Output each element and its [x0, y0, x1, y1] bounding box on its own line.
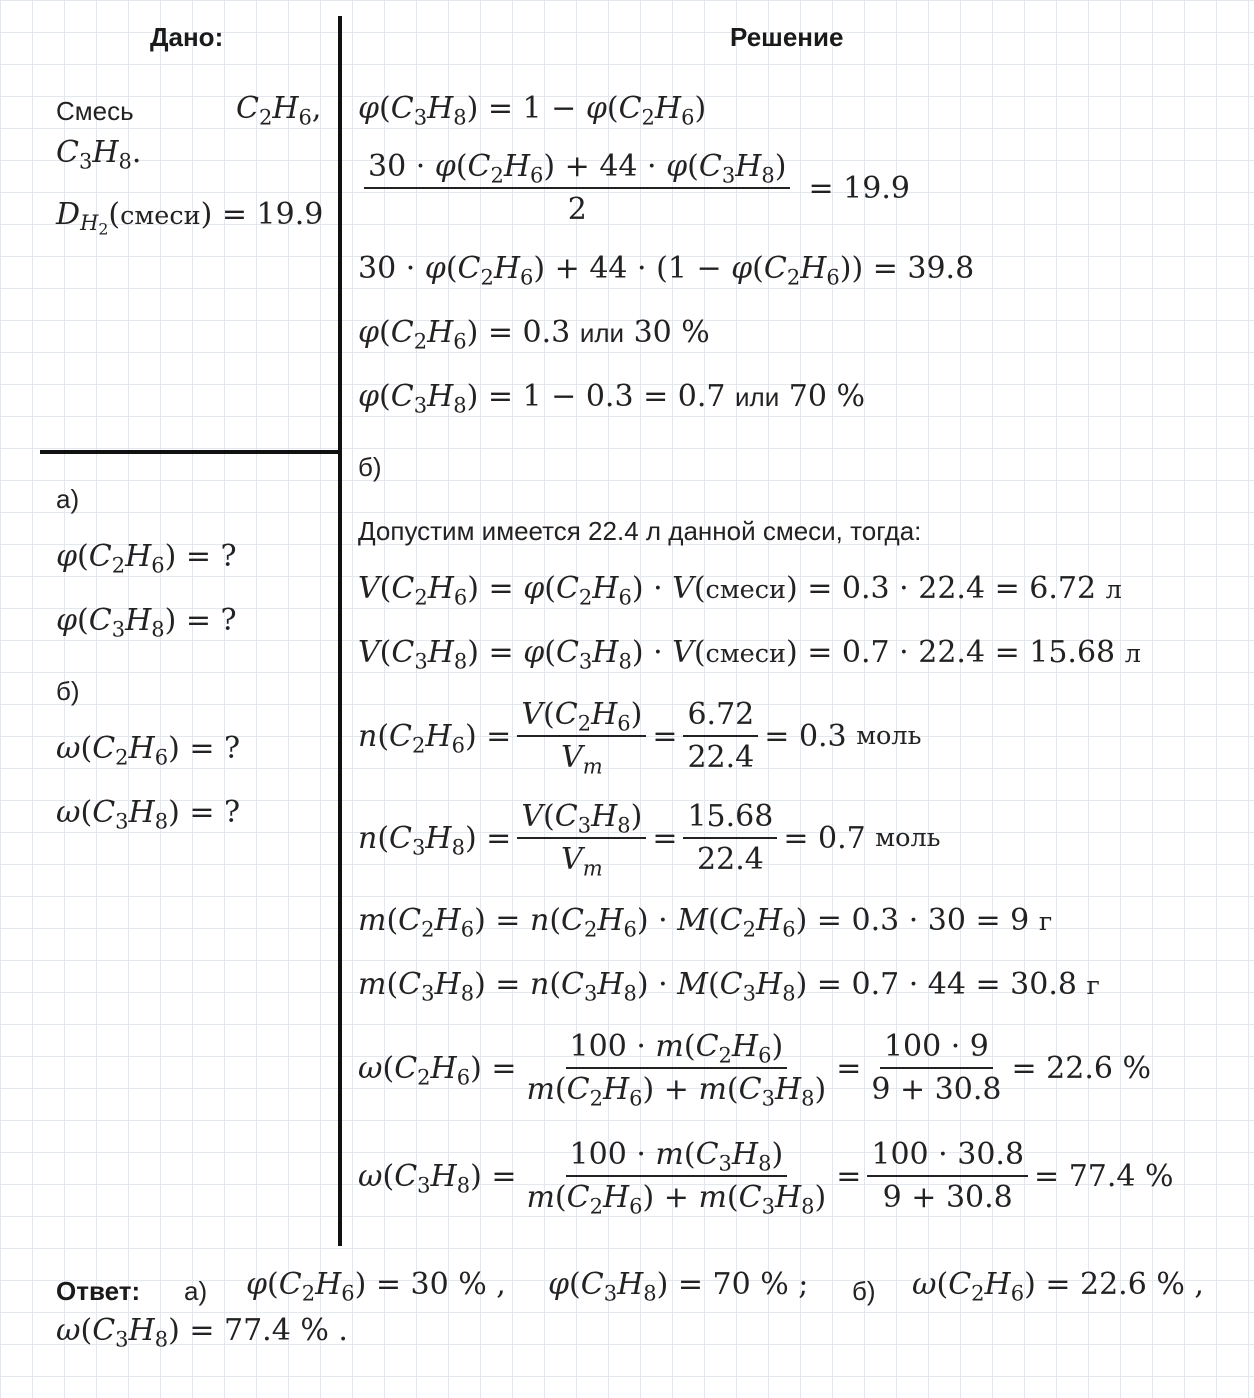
given-part-b: б) — [56, 676, 80, 706]
find-phi-c3h8: $\varphi(C_3H_8)$ = ? — [56, 603, 237, 642]
answer-part-a: а) — [184, 1276, 208, 1306]
eq-v-c3h8: $V(C_3H_8) = \varphi(C_3H_8)$ · V(смеси) = 0.7 · 22.4 = 15.68 л — [358, 635, 1141, 674]
answer-a1: $\varphi(C_2H_6) = 30$ % , — [246, 1267, 506, 1306]
given-density: $D_{H_2}(смеси) = 19.9$ — [56, 197, 324, 240]
given-heading: Дано: — [150, 22, 224, 52]
eq-omega-c3h8: $\omega(C_3H_8)$ = $\frac{100 \cdot m(C_3H_8)}{m(C_2H_6) + m(C_3H_8)}$ = $\frac{100 \cdot 30.8}{9 + 30.8}$ = 77.4 % — [358, 1137, 1174, 1219]
given-mixture-word: Смесь — [56, 96, 134, 126]
eq-expanded: $30 \cdot \varphi(C_2H_6) + 44 \cdot (1 - \varphi(C_2H_6)) = 39.8$ — [358, 251, 975, 290]
eq-m-c3h8: $m(C_3H_8) = n(C_3H_8) \cdot M(C_3H_8) = 0.7 \cdot 44 = 30.8$ г — [358, 967, 1100, 1006]
eq-v-c2h6: $V(C_2H_6) = \varphi(C_2H_6)$ · V(смеси) = 0.3 · 22.4 = 6.72 л — [358, 571, 1122, 610]
given-part-a: а) — [56, 484, 80, 514]
eq-omega-c2h6: $\omega(C_2H_6)$ = $\frac{100 \cdot m(C_2H_6)}{m(C_2H_6) + m(C_3H_8)}$ = $\frac{100 \cdot 9}{9 + 30.8}$ = 22.6 % — [358, 1029, 1151, 1111]
eq-n-c3h8: $n(C_3H_8)$ = $\frac{V(C_3H_8)}{V_m}$ = $\frac{15.68}{22.4}$ = 0.7 моль — [358, 799, 941, 881]
eq-phi-c2h6-result: $\varphi(C_2H_6) = 0.3$ или 30 % — [358, 315, 710, 354]
find-phi-c2h6: $\varphi(C_2H_6)$ = ? — [56, 539, 237, 578]
eq-phi-c3h8: $\varphi(C_3H_8) = 1 - \varphi(C_2H_6)$ — [358, 91, 707, 130]
eq-m-c2h6: $m(C_2H_6) = n(C_2H_6) \cdot M(C_2H_6) = 0.3 \cdot 30 = 9$ г — [358, 903, 1053, 942]
eq-phi-c3h8-result: $\varphi(C_3H_8) = 1 - 0.3 = 0.7$ или 70 % — [358, 379, 866, 418]
solution-part-b: б) — [358, 452, 382, 482]
answer-a2: $\varphi(C_3H_8) = 70$ % ; — [548, 1267, 809, 1306]
given-mixture-f1: $C_2H_6$, — [236, 91, 322, 130]
eq-n-c2h6: $n(C_2H_6)$ = $\frac{V(C_2H_6)}{V_m}$ = $\frac{6.72}{22.4}$ = 0.3 моль — [358, 697, 922, 779]
answer-label: Ответ: — [56, 1276, 141, 1306]
answer-b2: $\omega(C_3H_8) = 77.4$ % . — [56, 1313, 348, 1352]
find-omega-c2h6: $\omega(C_2H_6)$ = ? — [56, 731, 241, 770]
answer-b1: $\omega(C_2H_6) = 22.6$ % , — [912, 1267, 1204, 1306]
horizontal-divider — [40, 450, 342, 454]
vertical-divider — [338, 16, 342, 1246]
given-mixture-f2: $C_3H_8$. — [56, 135, 142, 174]
eq-density: $\frac{30 \cdot \varphi(C_2H_6) + 44 \cdot \varphi(C_3H_8)}{2}$ = 19.9 — [358, 150, 910, 226]
assumption-text: Допустим имеется 22.4 л данной смеси, тогда: — [358, 516, 922, 546]
answer-part-b: б) — [852, 1276, 876, 1306]
find-omega-c3h8: $\omega(C_3H_8)$ = ? — [56, 795, 241, 834]
solution-heading: Решение — [730, 22, 844, 52]
